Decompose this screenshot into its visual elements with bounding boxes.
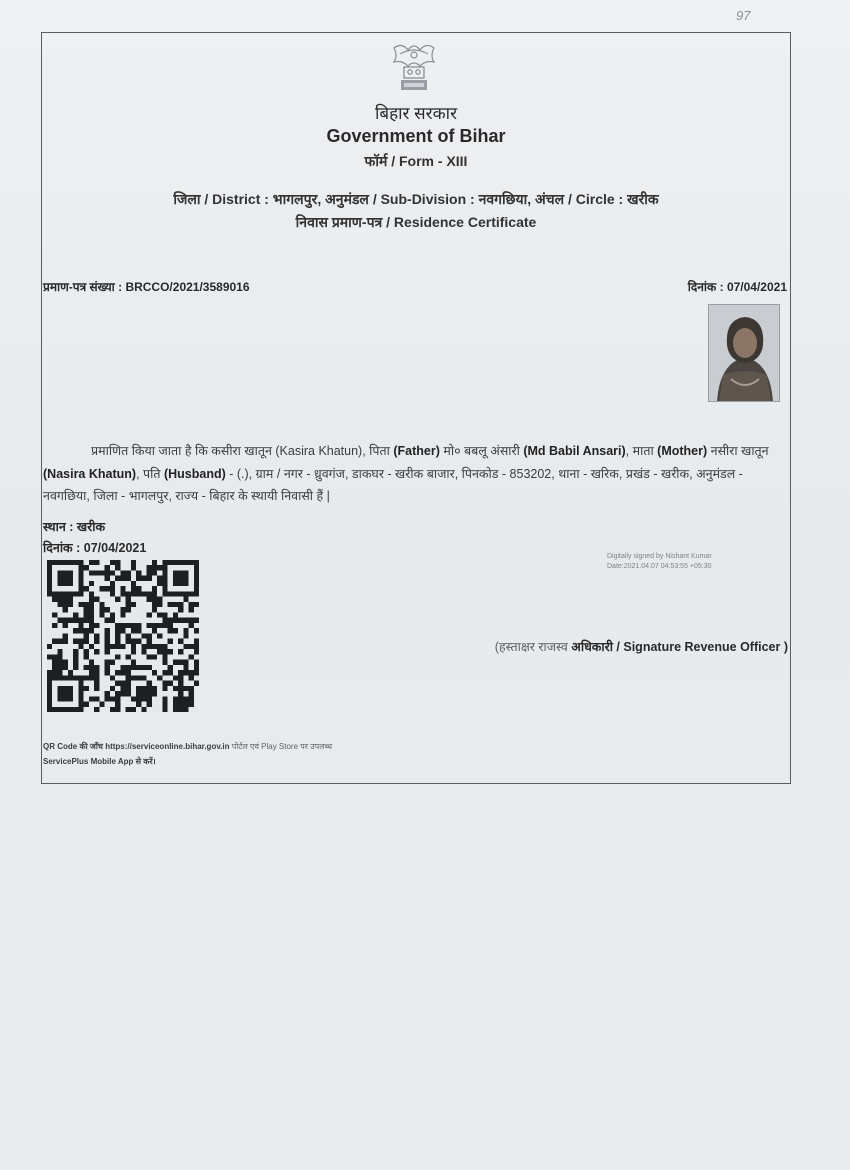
address-text: - (.), ग्राम / नगर - ध्रुवगंज, डाकघर - खरीक बाजार, पिनकोड - 853202, थाना - खरिक, प्रखंड - खरीक, अनुमंडल - नवगछिया, जिला - भागलपुर, राज्य - बिहार के स्थायी निवासी हैं | (43, 466, 743, 503)
statement-intro: प्रमाणित किया जाता है कि कसीरा खातून (91, 444, 276, 458)
signature-hindi: (हस्ताक्षर राजस्व (494, 640, 572, 654)
certificate-statement (43, 440, 789, 508)
qr-note-line1-rest: पोर्टल एवं Play Store पर उपलब्ध (229, 742, 333, 751)
issue-place: स्थान : खरीक (43, 520, 106, 534)
page-number-mark: 97 (736, 8, 751, 23)
husband-prefix: , पति (136, 466, 164, 481)
signature-english: / Signature Revenue Officer ) (612, 640, 788, 654)
revenue-officer-signature (468, 637, 788, 658)
mother-label: (Mother) (657, 444, 708, 458)
certificate-number-value: BRCCO/2021/3589016 (125, 280, 250, 294)
qr-verification-note (43, 739, 332, 769)
bihar-emblem-logo (384, 40, 444, 96)
qr-note-line2: ServicePlus Mobile App से करें। (43, 757, 156, 766)
qr-note-line1-bold: QR Code की जाँच https://serviceonline.bihar.gov.in (43, 742, 230, 751)
father-name-english: (Md Babil Ansari) (523, 444, 626, 458)
father-label: (Father) (393, 444, 440, 458)
district-line: जिला / District : भागलपुर, अनुमंडल / Sub-Division : नवगछिया, अंचल / Circle : खरीक (173, 191, 659, 207)
husband-label: (Husband) (163, 466, 226, 481)
certificate-number-label: प्रमाण-पत्र संख्या (43, 280, 115, 294)
certificate-date-label: दिनांक (687, 280, 717, 294)
government-title-english: Government of Bihar (326, 126, 506, 146)
certificate-date: दिनांक : 07/04/2021 (687, 280, 787, 294)
applicant-name-english: (Kasira Khatun) (275, 444, 363, 458)
certificate-number: प्रमाण-पत्र संख्या : BRCCO/2021/3589016 (43, 280, 250, 294)
mother-name-english: (Nasira Khatun) (43, 466, 137, 481)
father-prefix: , पिता (362, 444, 394, 458)
mother-name-hindi: नसीरा खातून (707, 444, 769, 458)
signature-hindi-bold: अधिकारी (571, 640, 613, 654)
certificate-date-value: 07/04/2021 (726, 280, 787, 294)
form-number: फॉर्म / Form - XIII (364, 153, 468, 169)
father-name-hindi: मो० बबलू अंसारी (439, 444, 524, 458)
applicant-photo (708, 304, 780, 402)
digital-signature-stamp (607, 552, 777, 572)
mother-prefix: , माता (625, 444, 658, 458)
government-title-hindi: बिहार सरकार (374, 104, 458, 123)
issue-date: दिनांक : 07/04/2021 (43, 541, 147, 555)
certificate-title: निवास प्रमाण-पत्र / Residence Certificate (295, 214, 537, 230)
digital-signature-date: Date:2021.04.07 04:53:55 +05:30 (607, 563, 712, 570)
verification-qr-code (47, 560, 199, 712)
digital-signature-signer: Digitally signed by Nishant Kumar (607, 553, 712, 560)
